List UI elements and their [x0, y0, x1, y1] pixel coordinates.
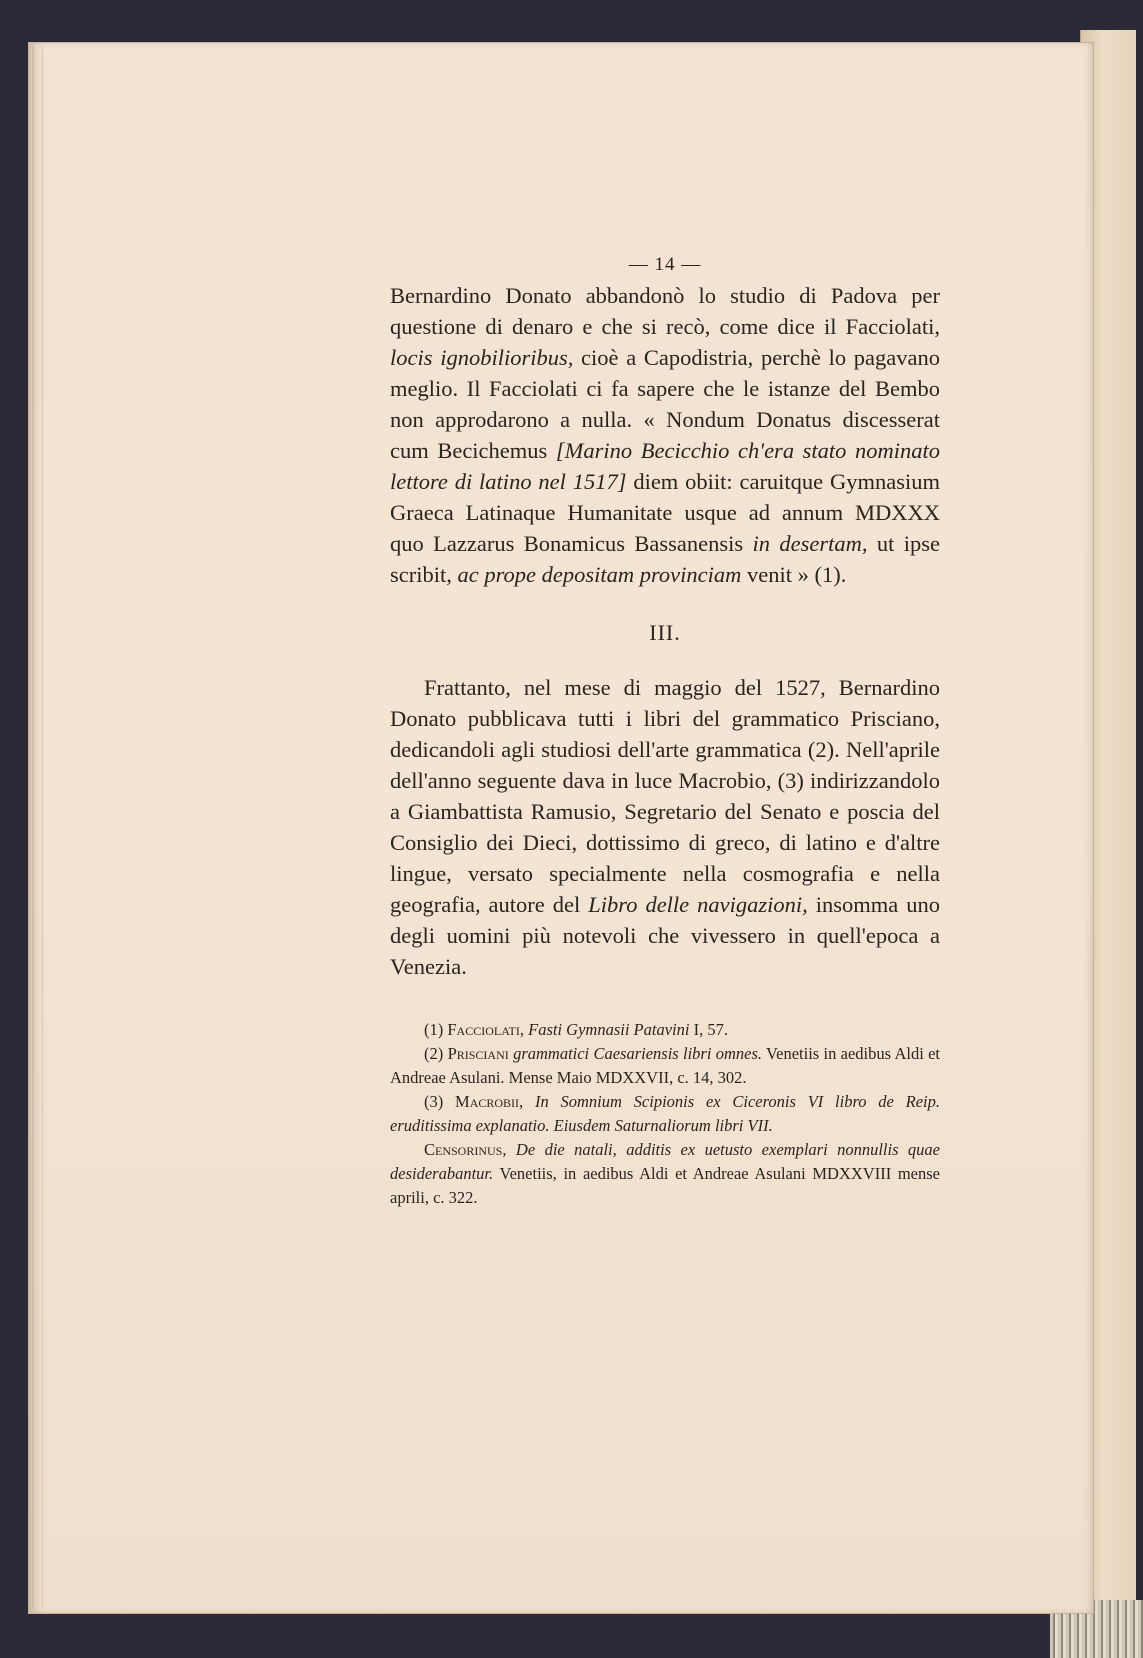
- paragraph-1-italic-3: in desertam,: [752, 531, 868, 556]
- paragraph-1-text-5: venit » (1).: [747, 562, 847, 587]
- footnote-4-rest: Venetiis, in aedibus Aldi et Andreae Asulani MDXXVIII mense aprili, c. 322.: [390, 1164, 941, 1207]
- paragraph-1-text-2: cioè a Capodistria, perchè lo pagavano meglio. Il Facciolati ci fa sapere che le istanze del Bembo non approdarono a nulla. « Nondum Donatus discesserat cum Becichemus: [390, 345, 941, 463]
- footnote-2-rest: Venetiis in aedibus Aldi et Andreae Asulani. Mense Maio MDXXVII, c. 14, 302.: [390, 1044, 941, 1087]
- footnote-2-title: grammatici Caesariensis libri omnes.: [513, 1044, 763, 1063]
- footnote-3-number: (3): [424, 1092, 444, 1111]
- footnote-1-number: (1): [424, 1020, 444, 1039]
- footnote-1-author: Facciolati,: [447, 1020, 525, 1039]
- footnote-1-rest: I, 57.: [693, 1020, 728, 1039]
- footnotes: [390, 1018, 940, 1210]
- footnote-4-title: De die natali, additis ex uetusto exemplari nonnullis quae desiderabantur.: [390, 1140, 940, 1183]
- paragraph-1-italic-4: ac prope depositam provinciam: [457, 562, 742, 587]
- footnote-2-number: (2): [424, 1044, 444, 1063]
- paragraph-1-text-3: diem obiit: caruitque Gymnasium Graeca Latinaque Humanitate usque ad annum MDXXX quo Lazzarus Bonamicus Bassanensis: [390, 469, 940, 556]
- footnote-1: [390, 1018, 940, 1042]
- page-number: — 14 —: [628, 254, 702, 275]
- paragraph-1: [390, 280, 940, 590]
- footnote-2: [390, 1042, 940, 1090]
- footnote-3-title: In Somnium Scipionis ex Ciceronis VI libro de Reip. eruditissima explanatio. Eiusdem Saturnaliorum libri VII.: [390, 1092, 941, 1135]
- paragraph-2-text-1: Frattanto, nel mese di maggio del 1527, Bernardino Donato pubblicava tutti i libri del grammatico Prisciano, dedicandoli agli studiosi dell'arte grammatica (2). Nell'aprile dell'anno seguente dava in luce Macrobio, (3) indirizzandolo a Giambattista Ramusio, Segretario del Senato e poscia del Consiglio dei Dieci, dottissimo di greco, di latino e d'altre lingue, versato specialmente nella cosmografia e nella geografia, autore del: [390, 675, 940, 917]
- footnote-1-title: Fasti Gymnasii Patavini: [528, 1020, 690, 1039]
- paragraph-2-text-2: insomma uno degli uomini più notevoli che vivessero in quell'epoca a Venezia.: [390, 892, 941, 979]
- footnote-2-author: Prisciani: [447, 1044, 509, 1063]
- paragraph-1-italic-1: locis ignobilioribus,: [390, 345, 574, 370]
- page-binding-edge: [32, 45, 43, 1609]
- page-content: [390, 250, 940, 1210]
- paragraph-1-text-1: Bernardino Donato abbandonò lo studio di Padova per questione di denaro e che si recò, come dice il Facciolati,: [390, 283, 940, 339]
- paragraph-1-text-4: ut ipse scribit,: [390, 531, 941, 587]
- section-heading: III.: [649, 620, 681, 645]
- footnote-3: [390, 1090, 940, 1138]
- paragraph-1-italic-2: [Marino Becicchio ch'era stato nominato lettore di latino nel 1517]: [390, 438, 941, 494]
- paragraph-2: [390, 672, 940, 982]
- footnote-3-author: Macrobii,: [455, 1092, 524, 1111]
- footnote-4: [390, 1138, 940, 1210]
- paragraph-2-italic-1: Libro delle navigazioni,: [588, 892, 808, 917]
- footnote-4-author: Censorinus,: [424, 1140, 507, 1159]
